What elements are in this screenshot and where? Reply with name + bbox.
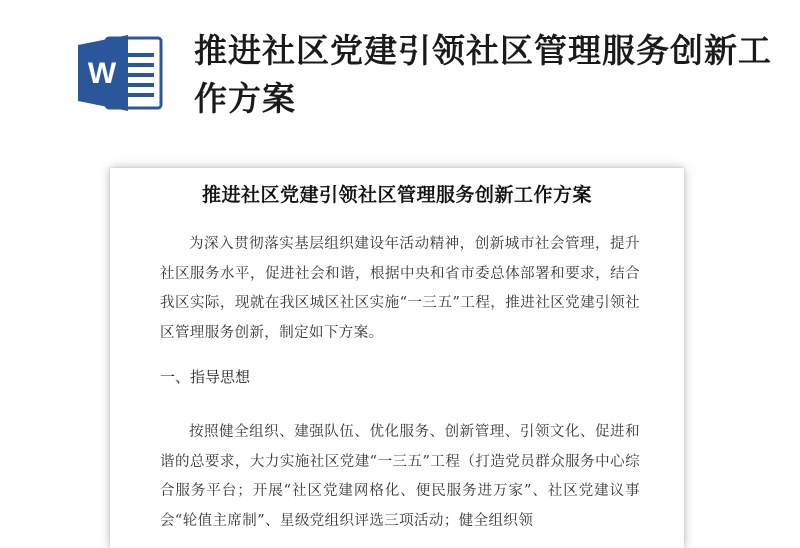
section-heading: 一、指导思想 (160, 368, 251, 386)
banner (0, 0, 800, 150)
word-letter: W (87, 57, 117, 90)
document-title: 推进社区党建引领社区管理服务创新工作方案 (201, 184, 592, 206)
paragraph-guiding: 按照健全组织、建强队伍、优化服务、创新管理、引领文化、促进和谐的总要求，大力实施社区党建“一三五”工程（打造党员群众服务中心综合服务平台；开展“社区党建网格化、便民服务进万家”、社区党建议事会“轮值主席制”、星级党组织评选三项活动；健全组织领 (160, 424, 640, 529)
word-doc-icon (76, 33, 164, 113)
banner-title: 推进社区党建引领社区管理服务创新工作方案 (194, 31, 772, 118)
paragraph-intro: 为深入贯彻落实基层组织建设年活动精神，创新城市社会管理，提升社区服务水平，促进社会和谐，根据中央和省市委总体部署和要求，结合我区实际，现就在我区城区社区实施“一三五”工程，推进社区党建引领社区管理服务创新，制定如下方案。 (160, 236, 640, 341)
